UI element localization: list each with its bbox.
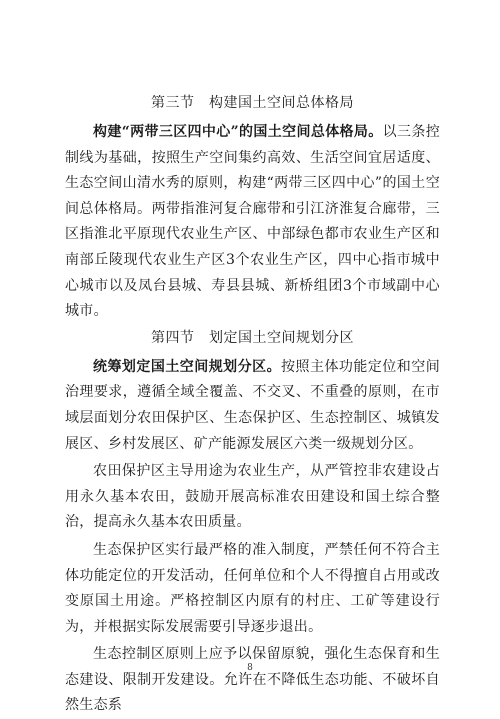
section-4-paragraph-1-lead: 统筹划定国土空间规划分区。 [93, 358, 282, 375]
section-4-paragraph-1 [65, 355, 440, 457]
section-4-paragraph-1-body: 按照主体功能定位和空间治理要求，遵循全域全覆盖、不交叉、不重叠的原则，在市域层面划分农田保护区、生态保护区、生态控制区、城镇发展区、乡村发展区、矿产能源发展区六类一级规划分区。 [65, 358, 440, 452]
section-3-paragraph-1-body: 以三条控制线为基础，按照生产空间集约高效、生活空间宜居适度、生态空间山清水秀的原则，构建“两带三区四中心”的国土空间总体格局。两带指淮河复合廊带和引江济淮复合廊带，三区指淮北平原现代农业生产区、中部绿色都市农业生产区和南部丘陵现代农业生产区3个农业生产区，四中心指市城中心城市以及凤台县城、寿县县城、新桥组团3个市域副中心城市。 [65, 124, 440, 320]
section-4-paragraph-3: 生态保护区实行最严格的准入制度，严禁任何不符合主体功能定位的开发活动，任何单位和个人不得擅自占用或改变原国土用途。严格控制区内原有的村庄、工矿等建设行为，并根据实际发展需要引导逐步退出。 [65, 541, 440, 635]
section-3-paragraph-1 [65, 120, 440, 325]
section-4-title: 第四节 划定国土空间规划分区 [151, 329, 354, 346]
section-3-paragraph-1-lead: 构建“两带三区四中心”的国土空间总体格局。 [93, 124, 383, 140]
section-4-paragraph-2: 农田保护区主导用途为农业生产，从严管控非农建设占用永久基本农田，鼓励开展高标准农田建设和国土综合整治，提高永久基本农田质量。 [65, 463, 440, 531]
page-number: 8 [247, 663, 253, 673]
page-content [65, 90, 440, 719]
section-4-paragraph-4: 生态控制区原则上应予以保留原貌，强化生态保育和生态建设、限制开发建设。允许在不降低生态功能、不破坏自然生态系 [65, 646, 440, 714]
section-3-title: 第三节 构建国土空间总体格局 [151, 95, 354, 111]
